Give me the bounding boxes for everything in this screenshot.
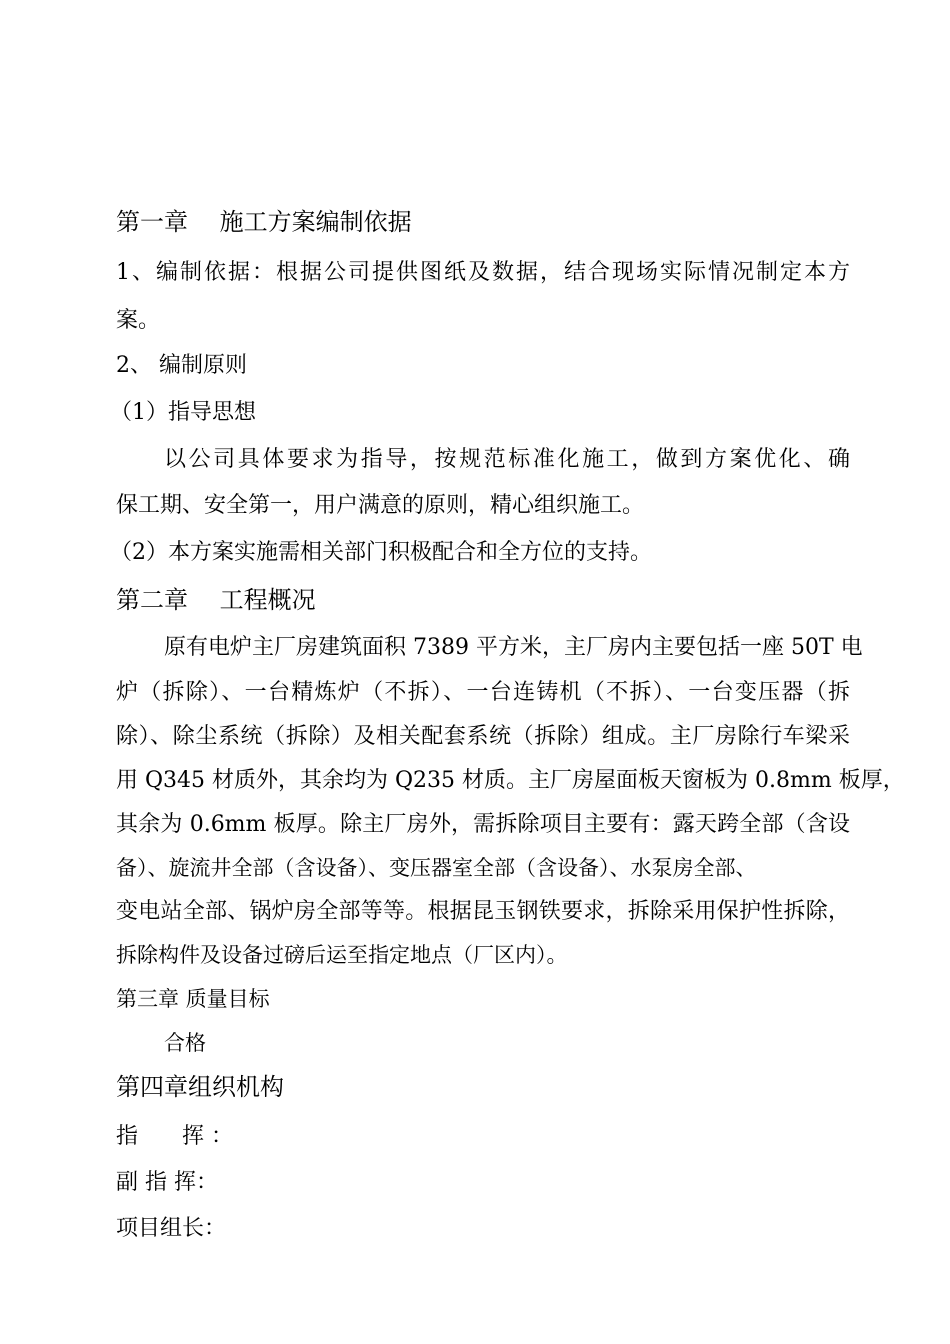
paragraph-line: 以公司具体要求为指导，按规范标准化施工，做到方案优化、确 <box>164 447 850 472</box>
project-leader-label: 项目组长： <box>116 1216 227 1241</box>
chapter-4-heading: 第四章组织机构 <box>116 1073 284 1101</box>
chapter-1-heading: 第一章 施工方案编制依据 <box>116 208 412 236</box>
commander-label: 指 挥 ： <box>116 1124 233 1149</box>
chapter-2-heading: 第二章 工程概况 <box>116 586 316 614</box>
paragraph-line: 备）、旋流井全部（含设备）、变压器室全部（含设备）、水泵房全部、 <box>116 856 757 880</box>
paragraph-line: 用 Q345 材质外，其余均为 Q235 材质。主厂房屋面板天窗板为 0.8mm 板厚， <box>116 768 905 793</box>
subsection-2-text: （2）本方案实施需相关部门积极配合和全方位的支持。 <box>110 540 652 565</box>
paragraph-line: 原有电炉主厂房建筑面积 7389 平方米，主厂房内主要包括一座 50T 电 <box>164 635 863 660</box>
paragraph-line: 案。 <box>116 308 161 333</box>
paragraph-line: 炉（拆除）、一台精炼炉（不拆）、一台连铸机（不拆）、一台变压器（拆 <box>116 680 850 705</box>
paragraph-line: 保工期、安全第一，用户满意的原则，精心组织施工。 <box>116 493 645 518</box>
paragraph-line: 拆除构件及设备过磅后运至指定地点（厂区内）。 <box>116 943 568 967</box>
paragraph-line: 其余为 0.6mm 板厚。除主厂房外，需拆除项目主要有：露天跨全部（含设 <box>116 812 850 837</box>
deputy-commander-label: 副 指 挥： <box>116 1170 218 1195</box>
paragraph-line: 变电站全部、锅炉房全部等等。根据昆玉钢铁要求，拆除采用保护性拆除， <box>116 899 850 924</box>
paragraph-line: 1、编制依据：根据公司提供图纸及数据，结合现场实际情况制定本方 <box>116 260 850 285</box>
paragraph-line: 除）、除尘系统（拆除）及相关配套系统（拆除）组成。主厂房除行车梁采 <box>116 724 850 749</box>
section-2-heading: 2、 编制原则 <box>116 353 247 378</box>
chapter-3-heading: 第三章 质量目标 <box>116 987 270 1011</box>
subsection-1-heading: （1）指导思想 <box>110 400 256 425</box>
quality-target-value: 合格 <box>164 1031 206 1055</box>
